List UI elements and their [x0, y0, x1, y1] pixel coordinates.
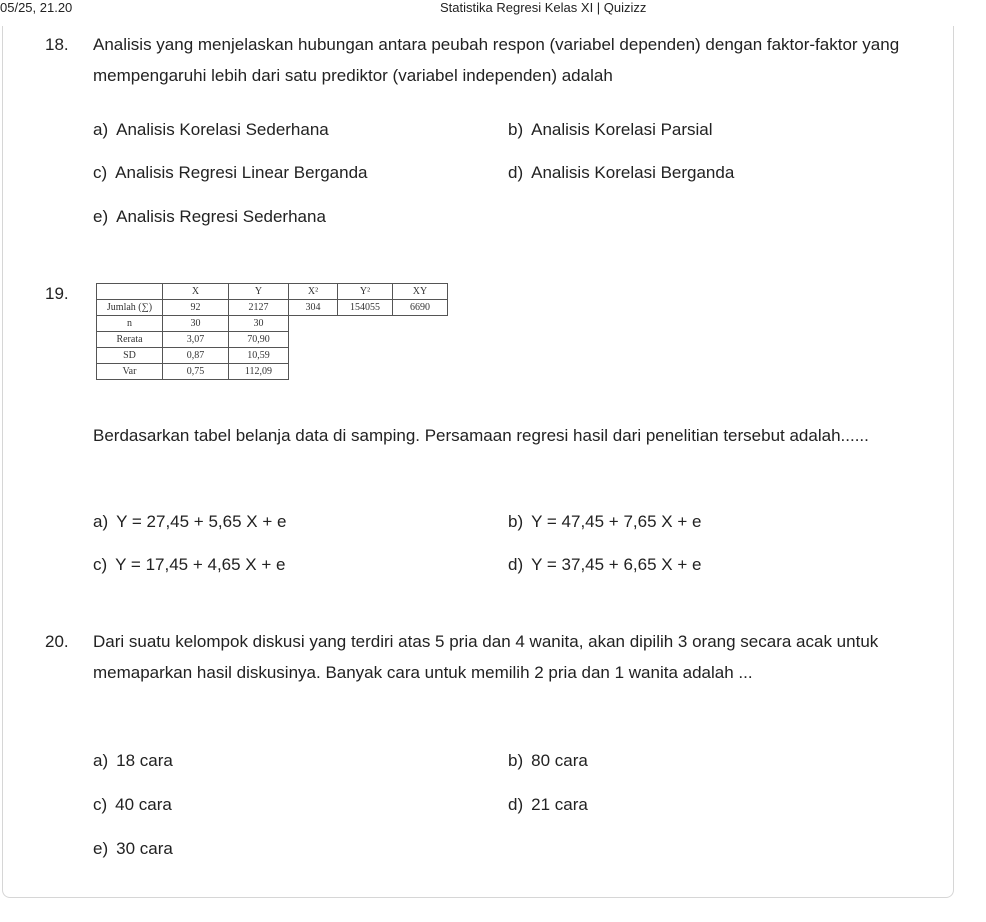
option-letter: c) — [93, 555, 108, 574]
option-label: Analisis Regresi Linear Berganda — [115, 163, 368, 182]
print-datetime: 05/25, 21.20 — [0, 0, 73, 15]
question-20-option-e[interactable] — [93, 839, 173, 859]
table-header-row — [97, 284, 448, 300]
option-label: 80 cara — [531, 751, 588, 770]
option-label: 30 cara — [116, 839, 173, 858]
option-label: Analisis Korelasi Parsial — [531, 120, 713, 139]
table-cell: 92 — [163, 300, 229, 316]
option-label: Analisis Korelasi Berganda — [531, 163, 735, 182]
option-label: Analisis Korelasi Sederhana — [116, 120, 329, 139]
option-letter: c) — [93, 795, 108, 814]
option-letter: b) — [508, 120, 524, 139]
question-19-text: Berdasarkan tabel belanja data di samping. Persamaan regresi hasil dari penelitian tersebut adalah...... — [93, 426, 869, 445]
question-20-option-d[interactable] — [508, 795, 588, 815]
table-cell: SD — [97, 348, 163, 364]
table-empty-area — [289, 364, 448, 380]
option-label: Y = 17,45 + 4,65 X + e — [115, 555, 286, 574]
table-cell: 304 — [289, 300, 338, 316]
option-label: Y = 47,45 + 7,65 X + e — [531, 512, 702, 531]
table-header-cell: XY — [393, 284, 448, 300]
table-cell: 30 — [163, 316, 229, 332]
question-18-option-e[interactable] — [93, 207, 326, 227]
table-header-cell: X — [163, 284, 229, 300]
table-row — [97, 316, 448, 332]
page-title: Statistika Regresi Kelas XI | Quizizz — [440, 0, 647, 15]
option-label: Y = 37,45 + 6,65 X + e — [531, 555, 702, 574]
option-letter: d) — [508, 555, 524, 574]
question-19-option-d[interactable] — [508, 555, 701, 575]
table-empty-area — [289, 332, 448, 348]
table-row — [97, 300, 448, 316]
table-cell: 3,07 — [163, 332, 229, 348]
table-cell: 70,90 — [229, 332, 289, 348]
table-cell: 0,75 — [163, 364, 229, 380]
table-cell: 154055 — [338, 300, 393, 316]
question-18-option-a[interactable] — [93, 120, 329, 140]
question-20-option-c[interactable] — [93, 795, 172, 815]
table-cell: n — [97, 316, 163, 332]
table-cell: 6690 — [393, 300, 448, 316]
table-empty-area — [289, 348, 448, 364]
question-18-option-c[interactable] — [93, 163, 367, 183]
table-cell: 2127 — [229, 300, 289, 316]
option-letter: c) — [93, 163, 108, 182]
question-19-number: 19. — [45, 284, 69, 303]
option-label: Analisis Regresi Sederhana — [116, 207, 326, 226]
option-label: 40 cara — [115, 795, 172, 814]
table-cell: Jumlah (∑) — [97, 300, 163, 316]
table-cell: 30 — [229, 316, 289, 332]
table-cell: 10,59 — [229, 348, 289, 364]
question-19-option-b[interactable] — [508, 512, 701, 532]
table-header-cell: Y — [229, 284, 289, 300]
question-20-number: 20. — [45, 632, 69, 651]
question-20-option-b[interactable] — [508, 751, 588, 771]
table-header-cell — [97, 284, 163, 300]
table-row — [97, 348, 448, 364]
table-cell: 112,09 — [229, 364, 289, 380]
option-letter: e) — [93, 839, 109, 858]
question-18-option-d[interactable] — [508, 163, 734, 183]
table-cell: 0,87 — [163, 348, 229, 364]
option-letter: b) — [508, 512, 524, 531]
table-cell: Var — [97, 364, 163, 380]
table-header-cell: X² — [289, 284, 338, 300]
table-empty-area — [289, 316, 448, 332]
option-letter: d) — [508, 795, 524, 814]
option-letter: a) — [93, 512, 109, 531]
question-20-text: Dari suatu kelompok diskusi yang terdiri atas 5 pria dan 4 wanita, akan dipilih 3 orang secara acak untuk memaparkan hasil diskusinya. Banyak cara untuk memilih 2 pria dan 1 wanita adalah ... — [93, 632, 879, 682]
table-row — [97, 332, 448, 348]
question-19-option-a[interactable] — [93, 512, 286, 532]
option-label: 18 cara — [116, 751, 173, 770]
option-letter: a) — [93, 751, 109, 770]
option-letter: b) — [508, 751, 524, 770]
option-letter: d) — [508, 163, 524, 182]
option-label: Y = 27,45 + 5,65 X + e — [116, 512, 287, 531]
question-18-text: Analisis yang menjelaskan hubungan antara peubah respon (variabel dependen) dengan faktor-faktor yang mempengaruhi lebih dari satu prediktor (variabel independen) adalah — [93, 35, 900, 85]
table-cell: Rerata — [97, 332, 163, 348]
statistics-table — [96, 283, 448, 380]
option-label: 21 cara — [531, 795, 588, 814]
question-19-option-c[interactable] — [93, 555, 285, 575]
table-header-cell: Y² — [338, 284, 393, 300]
question-20-option-a[interactable] — [93, 751, 173, 771]
table-row — [97, 364, 448, 380]
option-letter: e) — [93, 207, 109, 226]
question-18-number: 18. — [45, 35, 69, 54]
option-letter: a) — [93, 120, 109, 139]
question-18-option-b[interactable] — [508, 120, 713, 140]
